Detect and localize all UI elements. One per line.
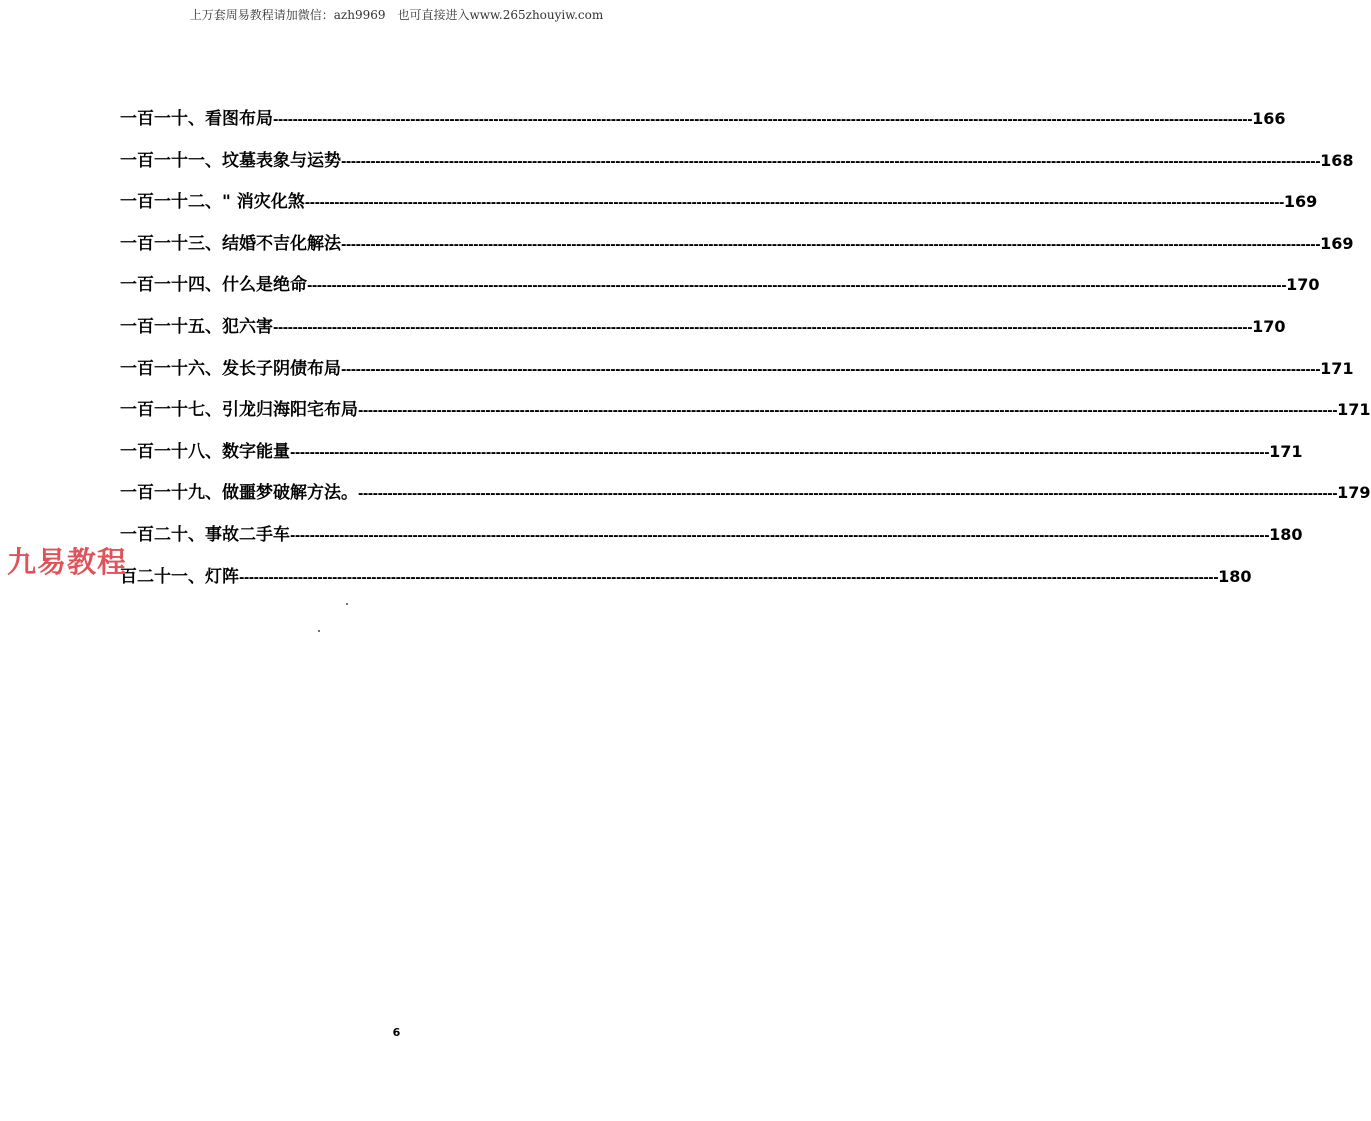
toc-entry-page: 169 [1283, 192, 1318, 212]
toc-entry [120, 478, 1371, 520]
toc-dot-leader: -------------------------------------------------------------------------------------------------------------------------------------------------------------------------------------------------------- [273, 113, 1253, 128]
toc-entry [120, 187, 1318, 229]
toc-entry [120, 437, 1303, 479]
scan-speck [346, 603, 348, 605]
toc-entry [120, 229, 1354, 271]
toc-dot-leader: -------------------------------------------------------------------------------------------------------------------------------------------------------------------------------------------------------- [304, 196, 1284, 212]
toc-entry [120, 354, 1354, 396]
table-of-contents [120, 104, 1371, 603]
scan-speck [318, 630, 320, 632]
toc-dot-leader: -------------------------------------------------------------------------------------------------------------------------------------------------------------------------------------------------------- [341, 237, 1321, 253]
toc-entry-page: 170 [1252, 316, 1286, 336]
toc-entry-title: 一百一十七、引龙归海阳宅布局 [120, 400, 358, 421]
toc-entry-page: 168 [1320, 150, 1354, 170]
toc-entry-page: 166 [1252, 109, 1286, 128]
toc-dot-leader: -------------------------------------------------------------------------------------------------------------------------------------------------------------------------------------------------------- [307, 279, 1287, 295]
toc-entry-page: 180 [1269, 524, 1303, 544]
toc-dot-leader: -------------------------------------------------------------------------------------------------------------------------------------------------------------------------------------------------------- [341, 154, 1321, 170]
toc-entry [120, 312, 1286, 354]
toc-dot-leader: -------------------------------------------------------------------------------------------------------------------------------------------------------------------------------------------------------- [273, 320, 1253, 336]
toc-entry-page: 170 [1286, 275, 1320, 295]
toc-entry-title: 一百一十六、发长子阴债布局 [120, 358, 341, 379]
toc-entry-title: 一百一十九、做噩梦破解方法。 [120, 483, 358, 504]
toc-dot-leader: -------------------------------------------------------------------------------------------------------------------------------------------------------------------------------------------------------- [341, 362, 1321, 378]
toc-entry-page: 169 [1320, 233, 1354, 253]
toc-entry-page: 180 [1218, 566, 1252, 586]
toc-entry-page: 179 [1337, 483, 1371, 503]
toc-entry [120, 395, 1371, 437]
header-banner: 上万套周易教程请加微信：azh9969 也可直接进入www.265zhouyiw.com [189, 8, 604, 22]
toc-entry-title: 一百一十二、" 消灾化煞 [120, 192, 305, 213]
toc-entry [120, 104, 1286, 146]
toc-entry-page: 171 [1320, 358, 1354, 378]
toc-entry-title: 一百一十四、什么是绝命 [120, 275, 307, 296]
toc-dot-leader: -------------------------------------------------------------------------------------------------------------------------------------------------------------------------------------------------------- [290, 528, 1270, 544]
toc-entry-page: 171 [1337, 400, 1371, 420]
toc-entry-title: 一百一十五、犯六害 [120, 316, 273, 337]
toc-entry-title: 一百一十三、结婚不吉化解法 [120, 233, 341, 254]
toc-dot-leader: -------------------------------------------------------------------------------------------------------------------------------------------------------------------------------------------------------- [358, 487, 1338, 503]
toc-entry-title: 百二十一、灯阵 [120, 566, 239, 587]
toc-entry [120, 146, 1354, 188]
toc-entry-title: 一百二十、事故二手车 [120, 524, 290, 545]
watermark-logo: 九易教程 [7, 545, 128, 579]
toc-entry-title: 一百一十一、坟墓表象与运势 [120, 150, 341, 171]
toc-entry [120, 270, 1320, 312]
toc-entry-page: 171 [1269, 441, 1303, 461]
toc-dot-leader: -------------------------------------------------------------------------------------------------------------------------------------------------------------------------------------------------------- [358, 404, 1338, 420]
toc-dot-leader: -------------------------------------------------------------------------------------------------------------------------------------------------------------------------------------------------------- [290, 445, 1270, 461]
toc-entry-title: 一百一十、看图布局 [120, 109, 273, 129]
toc-entry [120, 562, 1252, 604]
toc-entry-title: 一百一十八、数字能量 [120, 441, 290, 462]
page-number: 6 [392, 1026, 401, 1039]
toc-dot-leader: -------------------------------------------------------------------------------------------------------------------------------------------------------------------------------------------------------- [239, 570, 1219, 586]
toc-entry [120, 520, 1303, 562]
